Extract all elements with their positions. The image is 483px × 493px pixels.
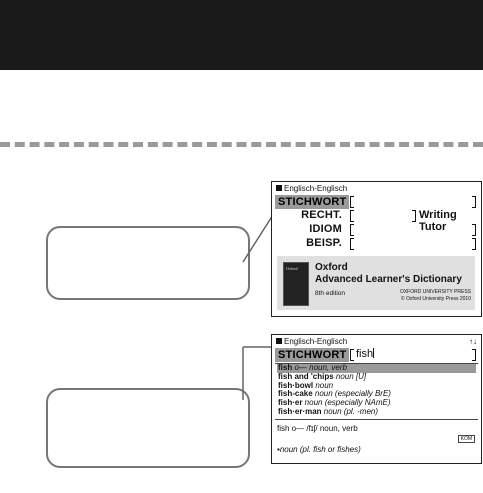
square-icon: [276, 185, 282, 191]
banner-title: Advanced Learner's Dictionary: [315, 274, 462, 285]
field-label-stichwort: STICHWORT: [275, 195, 349, 209]
list-item-pos: o— noun, verb: [292, 363, 347, 372]
banner-copyright: © Oxford University Press 2010: [400, 296, 471, 302]
list-item-head: fish·er: [278, 398, 303, 408]
writing-tutor-label: Writing Tutor: [419, 209, 457, 233]
list-item-pos: noun (pl. -men): [321, 406, 379, 416]
field-row-beisp[interactable]: [272, 237, 481, 251]
banner-publisher-block: [400, 289, 471, 303]
list-item-pos: noun (especially BrE): [312, 389, 391, 399]
dictionary-screen-results: [271, 334, 482, 464]
recht-input[interactable]: [350, 211, 416, 221]
field-row-stichwort[interactable]: [272, 348, 481, 362]
square-icon: [276, 338, 282, 344]
list-item-head: fish and 'chips: [278, 371, 334, 381]
book-cover-text: Oxford: [286, 266, 298, 271]
banner-publisher: OXFORD UNIVERSITY PRESS: [399, 289, 471, 295]
scroll-arrows-icon[interactable]: ↑↓: [469, 337, 477, 346]
stichwort-value: fish: [356, 348, 374, 360]
book-cover-icon: [283, 262, 309, 306]
list-item-head: fish·bowl: [278, 380, 314, 390]
dictionary-name: Englisch-Englisch: [284, 184, 348, 193]
stichwort-input[interactable]: [350, 197, 476, 207]
field-row-idiom[interactable]: [272, 223, 481, 237]
list-item-head: fish·er·man: [278, 406, 322, 416]
definition-headline: fish o— /fɪʃ/ noun, verb: [277, 424, 358, 433]
dictionary-banner: [277, 256, 475, 310]
field-label-recht: RECHT.: [301, 209, 342, 221]
list-item-pos: noun: [313, 380, 334, 390]
stichwort-value-wrap: [356, 348, 374, 360]
beisp-input[interactable]: [350, 239, 476, 249]
screen-header: [272, 335, 481, 348]
idiom-input[interactable]: [350, 225, 476, 235]
definition-sense: ▪noun (pl. fish or fishes): [277, 445, 361, 454]
field-label-stichwort: STICHWORT: [275, 348, 349, 362]
list-item-head: fish: [278, 363, 293, 372]
result-list: [277, 364, 476, 417]
list-item-head: fish-cake: [278, 389, 313, 399]
list-item-pos: noun [U]: [333, 371, 367, 381]
field-label-beisp: BEISP.: [306, 237, 342, 249]
text-cursor: [373, 348, 374, 358]
list-item[interactable]: [277, 408, 476, 417]
dictionary-screen-menu: [271, 181, 482, 317]
separator: [275, 419, 478, 420]
field-label-idiom: IDIOM: [309, 223, 342, 235]
banner-brand: Oxford: [315, 262, 348, 273]
banner-edition: 8th edition: [315, 290, 345, 297]
kom-badge[interactable]: KOM: [458, 435, 475, 443]
dictionary-name: Englisch-Englisch: [284, 337, 348, 346]
list-item-pos: noun (especially NAmE): [302, 398, 391, 408]
field-row-stichwort[interactable]: [272, 195, 481, 209]
screen-header: [272, 182, 481, 195]
